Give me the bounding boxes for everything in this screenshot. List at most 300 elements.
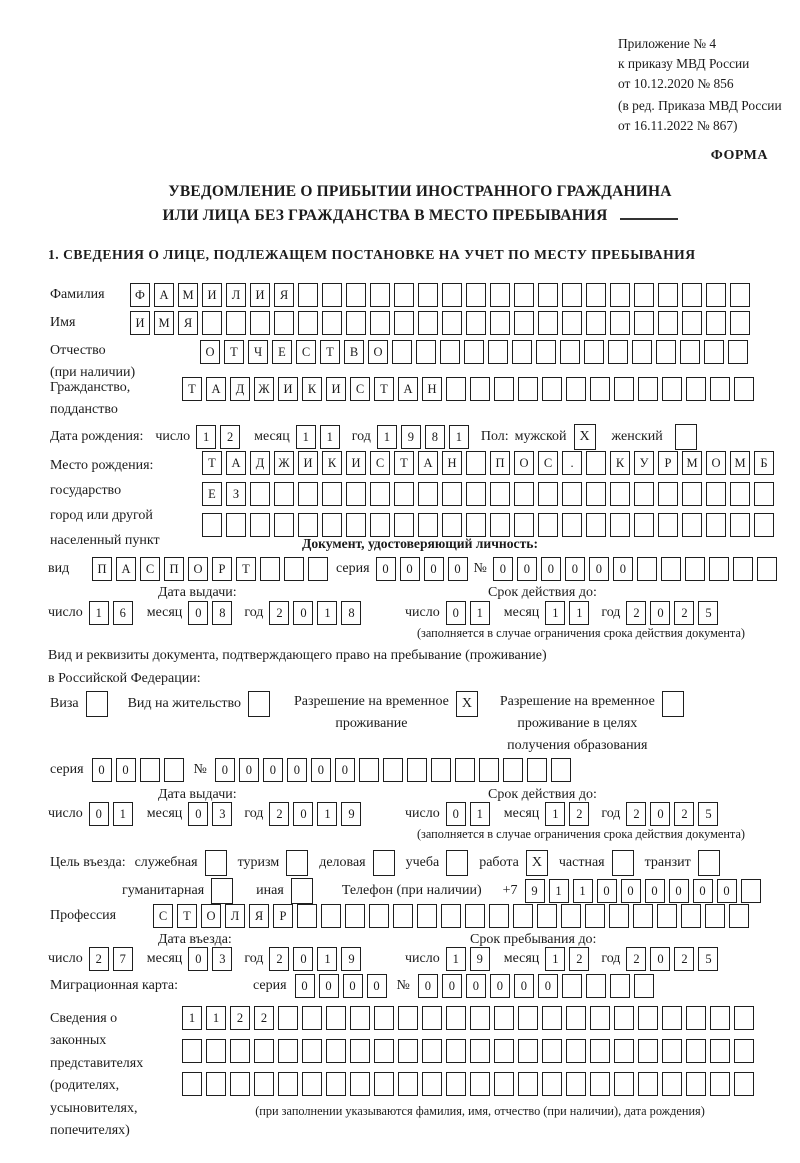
char-box — [466, 311, 486, 335]
char-box: С — [370, 451, 390, 475]
char-box: С — [140, 557, 160, 581]
identity-limit-note: (заполняется в случае ограничения срока действия документа) — [416, 626, 745, 640]
valid-day-boxes — [446, 601, 494, 625]
char-box: Т — [374, 377, 394, 401]
char-box — [466, 513, 486, 537]
char-box: К — [302, 377, 322, 401]
char-box — [730, 513, 750, 537]
education-permit-option — [500, 691, 688, 757]
char-box — [734, 1072, 754, 1096]
char-box — [536, 340, 556, 364]
char-box: 0 — [295, 974, 315, 998]
char-box — [417, 904, 437, 928]
char-box — [345, 904, 365, 928]
char-box: М — [154, 311, 174, 335]
char-box — [754, 482, 774, 506]
char-box: 0 — [650, 601, 670, 625]
char-box: 0 — [621, 879, 641, 903]
ref-amend-line: (в ред. Приказа МВД России — [618, 98, 782, 113]
char-box — [551, 758, 571, 782]
patronymic-boxes — [200, 340, 752, 364]
profession-label: Профессия — [50, 908, 117, 923]
char-box — [609, 904, 629, 928]
char-box — [182, 1039, 202, 1063]
char-box: С — [350, 377, 370, 401]
char-box: 6 — [113, 601, 133, 625]
char-box: И — [202, 283, 222, 307]
char-box: М — [178, 283, 198, 307]
char-box — [230, 1039, 250, 1063]
representatives-row2-boxes — [182, 1039, 758, 1063]
doc-kind-boxes — [92, 557, 332, 581]
char-box — [527, 758, 547, 782]
char-box: 1 — [470, 802, 490, 826]
char-box: Р — [658, 451, 678, 475]
char-box — [374, 1039, 394, 1063]
char-box: Т — [177, 904, 197, 928]
char-box — [359, 758, 379, 782]
char-box — [566, 1006, 586, 1030]
char-box — [610, 482, 630, 506]
char-box: 2 — [254, 1006, 274, 1030]
char-box — [586, 283, 606, 307]
char-box: 1 — [446, 947, 466, 971]
migration-number-boxes — [418, 974, 658, 998]
male-label: мужской — [514, 429, 567, 444]
char-box — [590, 1072, 610, 1096]
checkbox-cell — [446, 850, 468, 876]
char-box — [326, 1039, 346, 1063]
char-box — [374, 1006, 394, 1030]
firstname-label: Имя — [50, 315, 76, 330]
char-box: 0 — [89, 802, 109, 826]
char-box — [709, 557, 729, 581]
birth-day-boxes — [196, 425, 244, 449]
purpose-work-checkbox — [526, 850, 552, 876]
char-box — [542, 1039, 562, 1063]
char-box — [164, 758, 184, 782]
temporary-permit-option — [294, 691, 482, 735]
entry-month-boxes — [188, 947, 236, 971]
char-box: К — [610, 451, 630, 475]
phone-boxes — [525, 879, 765, 903]
char-box — [346, 283, 366, 307]
char-box: Т — [394, 451, 414, 475]
char-box — [489, 904, 509, 928]
char-box: 2 — [269, 802, 289, 826]
citizenship-label: Гражданство, подданство — [50, 380, 131, 417]
char-box: 1 — [317, 802, 337, 826]
profession-boxes — [153, 904, 753, 928]
char-box — [638, 1039, 658, 1063]
stay-day-boxes — [446, 947, 494, 971]
char-box: 2 — [569, 947, 589, 971]
char-box — [250, 513, 270, 537]
char-box — [226, 513, 246, 537]
char-box: 0 — [319, 974, 339, 998]
char-box: Н — [442, 451, 462, 475]
char-box — [250, 482, 270, 506]
residence-permit-label: Вид на жительство — [127, 696, 241, 711]
char-box: И — [346, 451, 366, 475]
char-box — [610, 283, 630, 307]
char-box: Т — [236, 557, 256, 581]
char-box — [446, 1072, 466, 1096]
char-box — [537, 904, 557, 928]
char-box — [202, 513, 222, 537]
char-box — [418, 482, 438, 506]
char-box — [518, 1072, 538, 1096]
residence-limit-note: (заполняется в случае ограничения срока действия документа) — [416, 827, 745, 841]
field-citizenship — [50, 377, 758, 421]
char-box — [470, 1006, 490, 1030]
char-box: 0 — [188, 802, 208, 826]
valid-month-boxes — [545, 601, 593, 625]
char-box — [278, 1006, 298, 1030]
char-box — [321, 904, 341, 928]
char-box: 1 — [89, 601, 109, 625]
char-box — [658, 283, 678, 307]
char-box: 2 — [269, 601, 289, 625]
char-box — [705, 904, 725, 928]
residence-options — [50, 691, 688, 757]
char-box — [634, 974, 654, 998]
char-box — [494, 1006, 514, 1030]
char-box — [392, 340, 412, 364]
char-box — [490, 283, 510, 307]
citizenship-boxes — [182, 377, 758, 401]
checkbox-cell: X — [456, 691, 478, 717]
char-box — [686, 1072, 706, 1096]
char-box: 0 — [541, 557, 561, 581]
char-box: Т — [202, 451, 222, 475]
char-box: 9 — [341, 802, 361, 826]
field-identity-doc — [48, 557, 781, 581]
char-box — [561, 904, 581, 928]
char-box — [686, 1006, 706, 1030]
firstname-boxes — [130, 311, 754, 335]
char-box: 9 — [401, 425, 421, 449]
entry-purpose-label: Цель въезда: — [50, 855, 126, 870]
entry-day-boxes — [89, 947, 137, 971]
entry-purpose-row2 — [122, 878, 765, 904]
doc-series-boxes — [376, 557, 472, 581]
char-box — [346, 482, 366, 506]
male-checkbox — [574, 424, 600, 450]
stay-until-date: число 1 9 месяц 1 2 год 2 0 2 5 — [405, 947, 722, 971]
char-box — [442, 283, 462, 307]
entry-date: число 2 7 месяц 0 3 год 2 0 1 9 — [48, 947, 365, 971]
char-box — [322, 482, 342, 506]
sex-label: Пол: — [480, 429, 509, 444]
residence-issue-day-boxes — [89, 802, 137, 826]
char-box: 0 — [116, 758, 136, 782]
entry-date-label: Дата въезда: — [158, 932, 232, 947]
char-box — [322, 283, 342, 307]
char-box — [466, 451, 486, 475]
char-box — [614, 1039, 634, 1063]
residence-permit-checkbox — [248, 691, 274, 717]
char-box: 0 — [442, 974, 462, 998]
char-box: 3 — [212, 947, 232, 971]
birth-month-boxes — [296, 425, 344, 449]
char-box — [206, 1039, 226, 1063]
residence-intro2: в Российской Федерации: — [48, 671, 201, 686]
char-box — [470, 377, 490, 401]
char-box — [518, 1006, 538, 1030]
checkbox-cell — [612, 850, 634, 876]
char-box — [728, 340, 748, 364]
representatives-rows — [182, 1006, 758, 1096]
char-box — [302, 1072, 322, 1096]
char-box — [614, 1072, 634, 1096]
char-box — [586, 311, 606, 335]
char-box: Т — [224, 340, 244, 364]
migration-series-label: серия — [253, 978, 287, 993]
visa-label: Виза — [50, 696, 79, 711]
char-box — [757, 557, 777, 581]
doc-kind-label: вид — [48, 561, 70, 576]
char-box — [542, 1006, 562, 1030]
valid-year-boxes — [626, 601, 722, 625]
char-box: 0 — [514, 974, 534, 998]
purpose-transit-checkbox — [698, 850, 724, 876]
checkbox-cell: X — [574, 424, 596, 450]
purpose-other-checkbox — [291, 878, 317, 904]
char-box — [260, 557, 280, 581]
char-box: 1 — [182, 1006, 202, 1030]
char-box — [394, 482, 414, 506]
char-box — [370, 311, 390, 335]
ref-line: от 10.12.2020 № 856 — [618, 76, 734, 91]
char-box — [734, 377, 754, 401]
char-box — [661, 557, 681, 581]
char-box: И — [298, 451, 318, 475]
char-box — [440, 340, 460, 364]
char-box — [416, 340, 436, 364]
checkbox-cell: X — [526, 850, 548, 876]
purpose-humanitarian-checkbox — [211, 878, 237, 904]
checkbox-cell — [373, 850, 395, 876]
char-box — [206, 1072, 226, 1096]
char-box — [418, 283, 438, 307]
char-box — [466, 482, 486, 506]
residence-issue-date-label: Дата выдачи: — [158, 787, 237, 802]
field-migration-card — [50, 974, 658, 998]
char-box — [297, 904, 317, 928]
char-box — [514, 311, 534, 335]
char-box: П — [490, 451, 510, 475]
residence-valid-date: число 0 1 месяц 1 2 год 2 0 2 5 — [405, 802, 722, 826]
char-box — [322, 311, 342, 335]
char-box — [274, 482, 294, 506]
char-box: В — [344, 340, 364, 364]
char-box: 0 — [367, 974, 387, 998]
residence-number-boxes — [215, 758, 575, 782]
char-box — [542, 1072, 562, 1096]
surname-boxes — [130, 283, 754, 307]
char-box — [682, 311, 702, 335]
char-box — [634, 283, 654, 307]
char-box — [586, 974, 606, 998]
birth-date-label: Дата рождения: — [50, 429, 144, 444]
char-box — [538, 482, 558, 506]
phone-prefix: +7 — [502, 883, 518, 898]
female-checkbox — [675, 424, 701, 450]
char-box: Р — [273, 904, 293, 928]
purpose-official-checkbox — [205, 850, 231, 876]
char-box — [322, 513, 342, 537]
identity-dates-row — [48, 601, 793, 627]
char-box: О — [200, 340, 220, 364]
char-box — [586, 451, 606, 475]
char-box — [586, 482, 606, 506]
temporary-permit-label: Разрешение на временное проживание — [293, 694, 449, 731]
education-permit-checkbox — [662, 691, 688, 717]
char-box — [656, 340, 676, 364]
char-box: 1 — [545, 947, 565, 971]
char-box — [350, 1006, 370, 1030]
char-box — [614, 1006, 634, 1030]
char-box — [370, 482, 390, 506]
char-box — [446, 377, 466, 401]
char-box: 9 — [525, 879, 545, 903]
doc-number-boxes — [493, 557, 781, 581]
checkbox-cell — [211, 878, 233, 904]
issue-day-boxes — [89, 601, 137, 625]
identity-doc-header: Документ, удостоверяющий личность: — [302, 536, 538, 551]
char-box — [442, 311, 462, 335]
char-box: 8 — [341, 601, 361, 625]
residence-valid-month-boxes — [545, 802, 593, 826]
char-box: И — [278, 377, 298, 401]
char-box — [442, 513, 462, 537]
char-box — [658, 311, 678, 335]
char-box: 0 — [538, 974, 558, 998]
char-box: 9 — [341, 947, 361, 971]
char-box — [682, 283, 702, 307]
field-profession — [50, 904, 753, 928]
checkbox-cell — [662, 691, 684, 717]
char-box: Т — [320, 340, 340, 364]
char-box — [369, 904, 389, 928]
char-box — [394, 311, 414, 335]
char-box — [398, 1039, 418, 1063]
checkbox-cell — [205, 850, 227, 876]
char-box: С — [296, 340, 316, 364]
char-box: 2 — [626, 601, 646, 625]
checkbox-cell — [286, 850, 308, 876]
char-box: А — [116, 557, 136, 581]
char-box — [566, 1072, 586, 1096]
char-box — [634, 513, 654, 537]
birth-year-boxes — [377, 425, 473, 449]
char-box — [494, 377, 514, 401]
char-box — [466, 283, 486, 307]
char-box: Д — [230, 377, 250, 401]
char-box: А — [154, 283, 174, 307]
title-blank-line — [620, 218, 678, 220]
purpose-official: служебная — [135, 850, 231, 876]
char-box: 5 — [698, 601, 718, 625]
char-box — [638, 377, 658, 401]
purpose-study: учеба — [406, 850, 473, 876]
char-box: К — [322, 451, 342, 475]
char-box: 2 — [220, 425, 240, 449]
char-box — [490, 311, 510, 335]
char-box — [490, 482, 510, 506]
char-box: Т — [182, 377, 202, 401]
char-box: 1 — [196, 425, 216, 449]
char-box: Л — [226, 283, 246, 307]
char-box — [710, 1039, 730, 1063]
char-box: И — [250, 283, 270, 307]
entry-year-boxes — [269, 947, 365, 971]
form-title-line1: УВЕДОМЛЕНИЕ О ПРИБЫТИИ ИНОСТРАННОГО ГРАЖДАНИНА — [168, 183, 672, 200]
phone-label: Телефон (при наличии) — [341, 883, 482, 898]
stay-year-boxes — [626, 947, 722, 971]
char-box — [431, 758, 451, 782]
purpose-humanitarian: гуманитарная — [122, 878, 237, 904]
char-box: 2 — [626, 947, 646, 971]
char-box — [394, 513, 414, 537]
char-box — [562, 513, 582, 537]
migration-number-label: № — [396, 978, 410, 993]
char-box — [706, 311, 726, 335]
char-box — [346, 513, 366, 537]
char-box: 2 — [230, 1006, 250, 1030]
char-box — [685, 557, 705, 581]
char-box — [638, 1006, 658, 1030]
char-box: 0 — [565, 557, 585, 581]
char-box — [610, 311, 630, 335]
char-box: 0 — [188, 947, 208, 971]
char-box — [350, 1039, 370, 1063]
char-box: . — [562, 451, 582, 475]
char-box: 0 — [446, 802, 466, 826]
char-box — [730, 482, 750, 506]
char-box — [398, 1006, 418, 1030]
char-box — [494, 1072, 514, 1096]
char-box — [470, 1039, 490, 1063]
char-box — [710, 1006, 730, 1030]
char-box: 2 — [569, 802, 589, 826]
char-box — [566, 377, 586, 401]
char-box — [562, 283, 582, 307]
char-box — [585, 904, 605, 928]
char-box — [662, 1006, 682, 1030]
issue-date-label: Дата выдачи: — [158, 585, 237, 600]
stay-until-label: Срок пребывания до: — [470, 932, 597, 947]
residence-valid-day-boxes — [446, 802, 494, 826]
char-box — [230, 1072, 250, 1096]
char-box — [657, 904, 677, 928]
checkbox-cell — [675, 424, 697, 450]
form-title-line2: ИЛИ ЛИЦА БЕЗ ГРАЖДАНСТВА В МЕСТО ПРЕБЫВАНИЯ — [162, 207, 608, 224]
char-box: 0 — [490, 974, 510, 998]
representatives-row1-boxes — [182, 1006, 758, 1030]
char-box — [326, 1072, 346, 1096]
residence-issue-year-boxes — [269, 802, 365, 826]
char-box — [518, 377, 538, 401]
char-box: Н — [422, 377, 442, 401]
char-box: 0 — [448, 557, 468, 581]
char-box — [350, 1072, 370, 1096]
char-box — [346, 311, 366, 335]
birth-place-rows — [202, 451, 778, 537]
char-box — [250, 311, 270, 335]
char-box: 1 — [545, 802, 565, 826]
